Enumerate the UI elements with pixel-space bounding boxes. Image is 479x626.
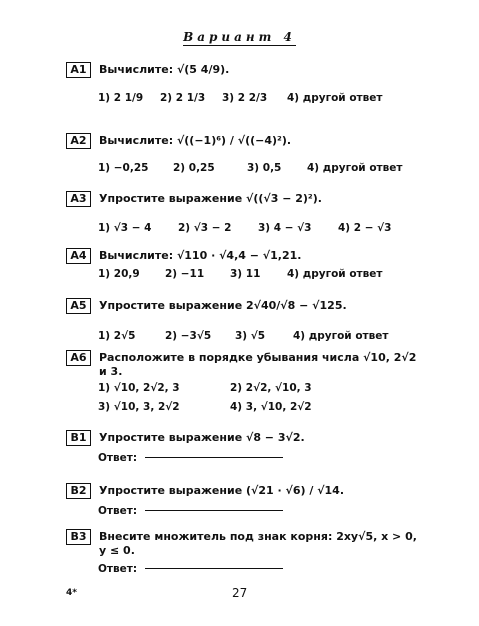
task-label: A5 [66,298,91,314]
task-label: A6 [66,350,91,366]
option: 3) 11 [230,268,261,280]
answer-line[interactable] [145,510,283,511]
option: 1) 2√5 [98,330,136,342]
option: 2) −3√5 [165,330,212,342]
answer-line[interactable] [145,457,283,458]
option: 3) √10, 3, 2√2 [98,401,180,413]
variant-title: Вариант 4 [183,30,296,44]
answer-label: Ответ: [98,563,138,575]
footer-marker: 4* [66,588,77,598]
task-question: Упростите выражение (√21 · √6) / √14. [99,484,345,497]
option: 3) 2 2/3 [222,92,268,104]
option: 2) −11 [165,268,205,280]
option: 4) другой ответ [287,92,383,104]
option: 2) 2√2, √10, 3 [230,382,312,394]
option: 1) √10, 2√2, 3 [98,382,180,394]
option: 4) другой ответ [293,330,389,342]
task-question: Вычислите: √((−1)⁶) / √((−4)²). [99,134,292,147]
option: 3) 0,5 [247,162,282,174]
answer-field [98,563,283,575]
task-question: Расположите в порядке убывания числа √10, 2√2 [99,351,417,364]
option: 3) 4 − √3 [258,222,312,234]
answer-label: Ответ: [98,505,138,517]
answer-field [98,452,283,464]
task-question: Упростите выражение √((√3 − 2)²). [99,192,322,205]
answer-line[interactable] [145,568,283,569]
option: 4) другой ответ [307,162,403,174]
option: 1) −0,25 [98,162,149,174]
task-question: Внесите множитель под знак корня: 2xy√5, x > 0, [99,530,417,543]
option: 1) 20,9 [98,268,140,280]
task-label: B2 [66,483,91,499]
option: 2) 0,25 [173,162,215,174]
answer-label: Ответ: [98,452,138,464]
task-label: B1 [66,430,91,446]
option: 4) 2 − √3 [338,222,392,234]
option: 1) 2 1/9 [98,92,144,104]
task-question: Вычислите: √110 · √4,4 − √1,21. [99,249,302,262]
task-question: Упростите выражение 2√40/√8 − √125. [99,299,347,312]
page-number: 27 [232,586,248,600]
task-label: A3 [66,191,91,207]
task-question-cont: y ≤ 0. [99,544,135,557]
task-label: A1 [66,62,91,78]
option: 4) 3, √10, 2√2 [230,401,312,413]
option: 1) √3 − 4 [98,222,152,234]
task-question: Вычислите: √(5 4/9). [99,63,230,76]
task-label: A2 [66,133,91,149]
option: 3) √5 [235,330,266,342]
option: 2) 2 1/3 [160,92,206,104]
task-question: Упростите выражение √8 − 3√2. [99,431,305,444]
answer-field [98,505,283,517]
task-question-cont: и 3. [99,365,123,378]
option: 2) √3 − 2 [178,222,232,234]
task-label: B3 [66,529,91,545]
task-label: A4 [66,248,91,264]
option: 4) другой ответ [287,268,383,280]
